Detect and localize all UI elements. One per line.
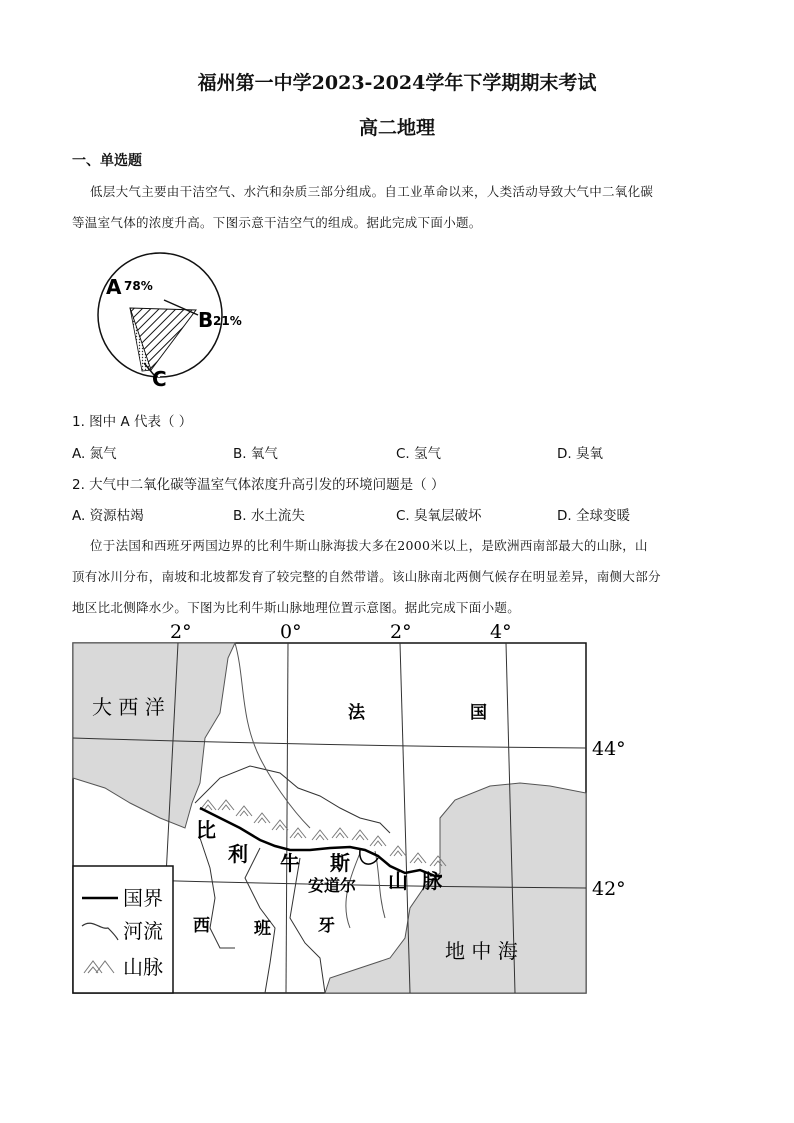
lon-label-2w: 2° <box>170 621 192 643</box>
atlantic-label: 大 西 洋 <box>92 695 165 719</box>
pyrenees-char-4: 斯 <box>330 851 350 875</box>
passage2-line2: 顶有冰川分布，南坡和北坡都发育了较完整的自然带谱。该山脉南北两侧气候存在明显差异，南侧大部分 <box>72 569 661 584</box>
passage1-line2: 等温室气体的浓度升高。下图示意干洁空气的组成。据此完成下面小题。 <box>72 215 482 230</box>
question2-option-c[interactable]: C. 臭氧层破坏 <box>396 508 482 524</box>
passage2-line1: 位于法国和西班牙两国边界的比利牛斯山脉海拔大多在2000米以上，是欧洲西南部最大的山脉，山 <box>90 538 648 553</box>
pie-label-b: B <box>198 308 214 332</box>
question2-option-a[interactable]: A. 资源枯竭 <box>72 508 144 524</box>
legend-river-label: 河流 <box>123 919 163 943</box>
lon-label-4e: 4° <box>490 621 512 643</box>
lat-label-42: 42° <box>592 878 626 900</box>
legend-mountain-label: 山脉 <box>123 955 163 979</box>
france-char-2: 国 <box>470 703 487 723</box>
question1-option-a[interactable]: A. 氮气 <box>72 446 117 462</box>
question2-option-b[interactable]: B. 水土流失 <box>233 508 305 524</box>
passage2-line3: 地区比北侧降水少。下图为比利牛斯山脉地理位置示意图。据此完成下面小题。 <box>72 600 521 615</box>
lon-label-2e: 2° <box>390 621 412 643</box>
lon-label-0: 0° <box>280 621 302 643</box>
legend-border-label: 国界 <box>123 886 163 910</box>
pie-label-c: C <box>152 367 167 391</box>
pyrenees-char-6: 脉 <box>422 869 442 893</box>
air-composition-pie-chart <box>78 245 278 395</box>
pie-value-a: 78% <box>124 279 153 293</box>
pie-value-b: 21% <box>213 314 242 328</box>
pyrenees-char-1: 比 <box>196 818 216 842</box>
question2-option-d[interactable]: D. 全球变暖 <box>557 508 630 524</box>
pie-label-a: A <box>106 275 122 299</box>
passage1-line1: 低层大气主要由干洁空气、水汽和杂质三部分组成。自工业革命以来，人类活动导致大气中二氧化碳 <box>90 184 654 199</box>
pyrenees-char-5: 山 <box>388 869 408 893</box>
question1-stem: 1. 图中 A 代表（ ） <box>72 414 193 430</box>
pyrenees-char-3: 牛 <box>280 851 300 875</box>
question2-stem: 2. 大气中二氧化碳等温室气体浓度升高引发的环境问题是（ ） <box>72 477 445 493</box>
question1-option-b[interactable]: B. 氧气 <box>233 446 278 462</box>
spain-char-3: 牙 <box>318 916 335 936</box>
lat-label-44: 44° <box>592 738 626 760</box>
paper-subtitle: 高二地理 <box>358 117 435 139</box>
pyrenees-location-map <box>60 618 660 998</box>
mediterranean-label: 地 中 海 <box>445 939 518 963</box>
andorra-label: 安道尔 <box>308 876 357 895</box>
pyrenees-char-2: 利 <box>228 842 248 866</box>
section-heading: 一、单选题 <box>72 153 142 169</box>
question1-option-d[interactable]: D. 臭氧 <box>557 446 603 462</box>
paper-title: 福州第一中学2023-2024学年下学期期末考试 <box>197 72 597 94</box>
question1-option-c[interactable]: C. 氢气 <box>396 446 442 462</box>
spain-char-2: 班 <box>254 919 271 939</box>
spain-char-1: 西 <box>193 916 210 936</box>
france-char-1: 法 <box>348 703 365 723</box>
